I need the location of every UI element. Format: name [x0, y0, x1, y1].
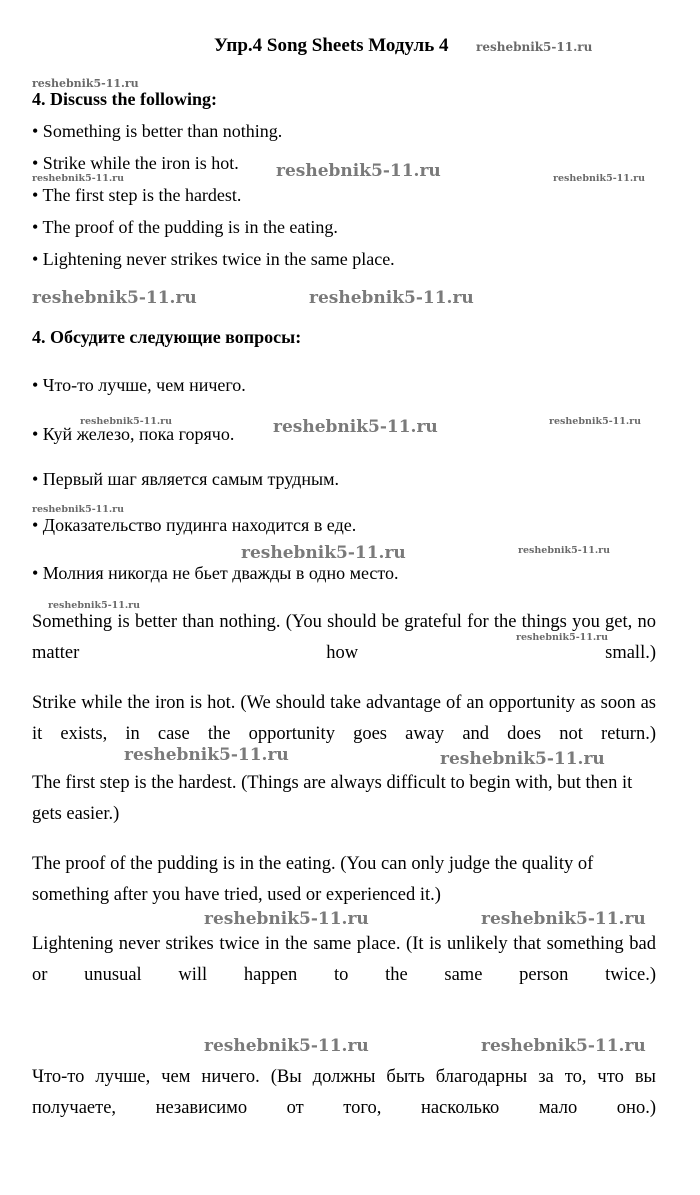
watermark: reshebnik5-11.ru [481, 909, 646, 929]
explanation-paragraph: The first step is the hardest. (Things are always difficult to begin with, but then it gets easier.) [32, 773, 633, 824]
list-item: • The first step is the hardest. [32, 185, 242, 205]
watermark: reshebnik5-11.ru [32, 173, 125, 184]
watermark: reshebnik5-11.ru [32, 288, 197, 308]
page-title: Упр.4 Song Sheets Модуль 4 [214, 35, 449, 56]
explanation-paragraph: Что-то лучше, чем ничего. (Вы должны быть благодарны за то, что вы получаете, независимо от того, насколько мало оно.) [32, 1067, 656, 1118]
section-heading-english: 4. Discuss the following: [32, 89, 218, 109]
watermark: reshebnik5-11.ru [481, 1036, 646, 1056]
list-item: • Lightening never strikes twice in the same place. [32, 249, 395, 269]
explanation-paragraph: Lightening never strikes twice in the same place. (It is unlikely that something bad or unusual will happen to the same person twice.) [32, 934, 656, 985]
list-item: • Первый шаг является самым трудным. [32, 469, 339, 489]
explanation-paragraph: Something is better than nothing. (You should be grateful for the things you get, no matter how small.) [32, 612, 656, 663]
list-item: • Молния никогда не бьет дважды в одно место. [32, 563, 399, 583]
watermark: reshebnik5-11.ru [241, 543, 406, 563]
list-item: • Something is better than nothing. [32, 121, 283, 141]
list-item: • Что-то лучше, чем ничего. [32, 375, 246, 395]
watermark: reshebnik5-11.ru [516, 632, 609, 643]
list-item: • Strike while the iron is hot. [32, 153, 239, 173]
watermark: reshebnik5-11.ru [476, 40, 593, 54]
explanation-paragraph: The proof of the pudding is in the eating. (You can only judge the quality of something after you have tried, used or experienced it.) [32, 854, 594, 905]
explanation-paragraph: Strike while the iron is hot. (We should take advantage of an opportunity as soon as it exists, in case the opportunity goes away and does not return.) [32, 693, 656, 744]
watermark: reshebnik5-11.ru [204, 909, 369, 929]
watermark: reshebnik5-11.ru [80, 416, 173, 427]
watermark: reshebnik5-11.ru [32, 77, 139, 90]
watermark: reshebnik5-11.ru [549, 416, 642, 427]
watermark: reshebnik5-11.ru [204, 1036, 369, 1056]
watermark: reshebnik5-11.ru [309, 288, 474, 308]
watermark: reshebnik5-11.ru [440, 749, 605, 769]
watermark: reshebnik5-11.ru [276, 161, 441, 181]
list-item: • Доказательство пудинга находится в еде. [32, 515, 357, 535]
watermark: reshebnik5-11.ru [553, 173, 646, 184]
watermark: reshebnik5-11.ru [32, 504, 125, 515]
section-heading-russian: 4. Обсудите следующие вопросы: [32, 327, 302, 347]
list-item: • Куй железо, пока горячо. [32, 424, 235, 444]
watermark: reshebnik5-11.ru [48, 600, 141, 611]
list-item: • The proof of the pudding is in the eating. [32, 217, 338, 237]
watermark: reshebnik5-11.ru [518, 545, 611, 556]
watermark: reshebnik5-11.ru [273, 417, 438, 437]
watermark: reshebnik5-11.ru [124, 745, 289, 765]
